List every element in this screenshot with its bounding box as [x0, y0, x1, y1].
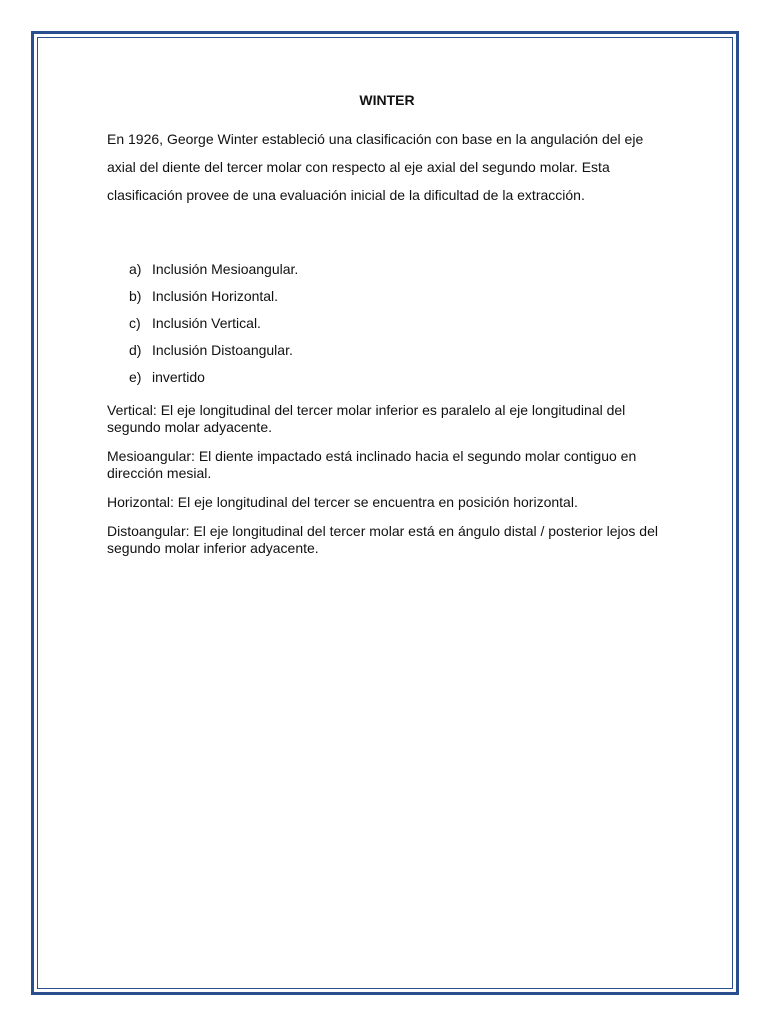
list-item: [129, 261, 667, 288]
definition-distoangular: Distoangular: El eje longitudinal del tercer molar está en ángulo distal / posterior lejos del segundo molar inferior adyacente.: [107, 523, 658, 556]
list-item-text: Inclusión Distoangular.: [152, 342, 293, 358]
list-item: [129, 369, 667, 396]
definition-mesioangular: Mesioangular: El diente impactado está inclinado hacia el segundo molar contiguo en dirección mesial.: [107, 448, 637, 481]
list-marker: e): [129, 369, 142, 385]
list-marker: d): [129, 342, 142, 358]
list-item-text: Inclusión Horizontal.: [152, 288, 279, 304]
list-item-text: invertido: [152, 369, 205, 385]
list-marker: b): [129, 288, 142, 304]
list-item: [129, 315, 667, 342]
definition-horizontal: Horizontal: El eje longitudinal del tercer se encuentra en posición horizontal.: [107, 494, 578, 510]
list-marker: c): [129, 315, 141, 331]
definition-vertical: Vertical: El eje longitudinal del tercer molar inferior es paralelo al eje longitudinal del segundo molar adyacente.: [107, 402, 626, 435]
list-item: [129, 288, 667, 315]
document-body: [107, 92, 667, 557]
list-item-text: Inclusión Mesioangular.: [152, 261, 299, 277]
document-title: WINTER: [359, 92, 415, 108]
list-item: [129, 342, 667, 369]
intro-paragraph: En 1926, George Winter estableció una clasificación con base en la angulación del eje axial del diente del tercer molar con respecto al eje axial del segundo molar. Esta clasificación provee de una evaluación inicial de la dificultad de la extracción.: [107, 131, 644, 203]
list-marker: a): [129, 261, 142, 277]
classification-list: [107, 261, 667, 396]
list-item-text: Inclusión Vertical.: [152, 315, 261, 331]
